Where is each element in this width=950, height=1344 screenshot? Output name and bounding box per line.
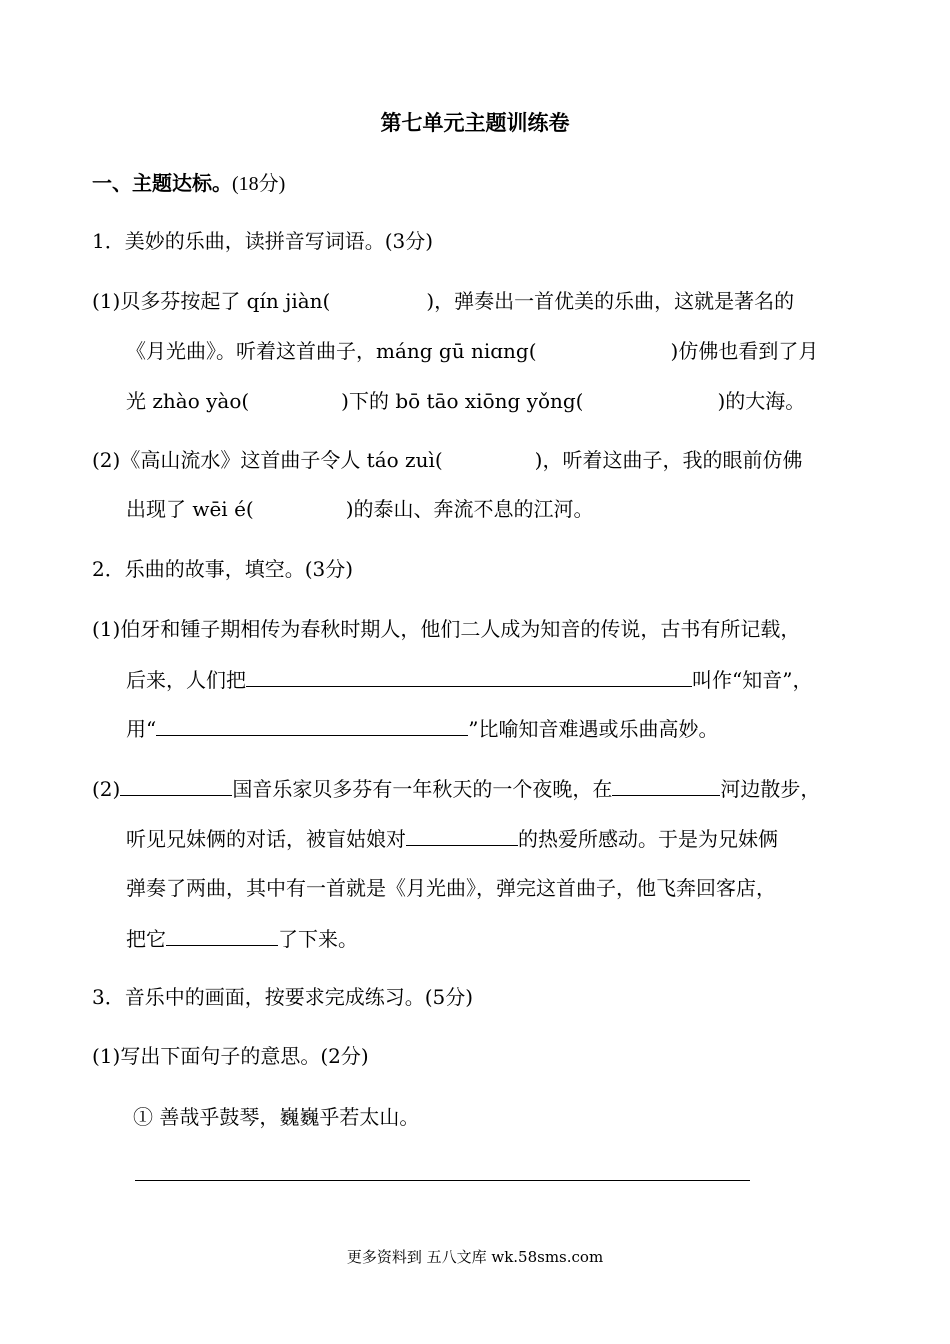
q2-p2-l1c: 河边散步， — [720, 777, 821, 801]
fill-blank[interactable] — [120, 775, 232, 796]
q1-p2-l1b: )，听着这曲子，我的眼前仿佛 — [534, 448, 803, 472]
q2-p1-l2a: 后来，人们把 — [126, 668, 246, 692]
q1-p1-line3 — [126, 388, 805, 414]
q2-p1-line3 — [126, 715, 718, 742]
q1-p1-l2b: )仿佛也看到了月 — [670, 339, 819, 363]
q2-p2-l4b: 了下来。 — [278, 927, 358, 951]
section-points: (18分) — [232, 173, 286, 195]
q1-p1-line2 — [126, 338, 818, 364]
q3-item1: ① 善哉乎鼓琴，巍巍乎若太山。 — [133, 1105, 420, 1129]
question-1-heading: 1．美妙的乐曲，读拼音写词语。(3分) — [92, 229, 434, 253]
q2-p2-line3: 弹奏了两曲，其中有一首就是《月光曲》，弹完这首曲子，他飞奔回客店， — [126, 876, 776, 900]
q1-p2-l2b: )的泰山、奔流不息的江河。 — [345, 497, 594, 521]
q1-p1-l3a: 光 zhào yào( — [126, 389, 250, 413]
fill-blank[interactable] — [246, 666, 692, 687]
q1-p2-line1 — [92, 447, 802, 473]
q2-p2-l4a: 把它 — [126, 927, 166, 951]
fill-blank[interactable] — [612, 775, 720, 796]
footer: 更多资料到 五八文库 wk.58sms.com — [346, 1248, 604, 1266]
q1-p2-l2a: 出现了 wēi é( — [126, 497, 254, 521]
q1-p1-l1b: )，弹奏出一首优美的乐曲，这就是著名的 — [426, 289, 795, 313]
q2-p2-l2b: 的热爱所感动。于是为兄妹俩 — [518, 827, 778, 851]
q1-p2-l1a: (2)《高山流水》这首曲子令人 táo zuì( — [92, 448, 443, 472]
q2-p2-l1b: 国音乐家贝多芬有一年秋天的一个夜晚，在 — [232, 777, 613, 801]
q2-p2-line2 — [126, 825, 778, 852]
page-title: 第七单元主题训练卷 — [380, 111, 570, 135]
answer-line[interactable] — [135, 1180, 750, 1181]
q2-p1-l2b: 叫作“知音”， — [692, 668, 813, 692]
q3-sub1: (1)写出下面句子的意思。(2分) — [92, 1044, 369, 1068]
fill-blank[interactable] — [166, 925, 278, 946]
q1-p1-l1a: (1)贝多芬按起了 qín jiàn( — [92, 289, 331, 313]
question-2-heading: 2．乐曲的故事，填空。(3分) — [92, 557, 354, 581]
fill-blank[interactable] — [406, 825, 518, 846]
section-label: 一、主题达标。 — [92, 171, 232, 195]
q2-p2-l2a: 听见兄妹俩的对话，被盲姑娘对 — [126, 827, 406, 851]
q1-p1-l3b: )下的 bō tāo xiōng yǒng( — [341, 389, 584, 413]
fill-blank[interactable] — [156, 715, 468, 736]
q1-p2-line2 — [126, 496, 594, 522]
q2-p1-line2 — [126, 666, 812, 693]
question-3-heading: 3．音乐中的画面，按要求完成练习。(5分) — [92, 985, 474, 1009]
q2-p2-line4 — [126, 925, 358, 952]
q1-p1-l2a: 《月光曲》。听着这首曲子，máng gū niɑng( — [126, 339, 537, 363]
section-heading — [92, 170, 285, 197]
q2-p2-line1 — [92, 775, 820, 802]
q2-p2-l1a: (2) — [92, 777, 121, 801]
q2-p1-l3b: ”比喻知音难遇或乐曲高妙。 — [468, 717, 719, 741]
q2-p1-l3a: 用“ — [126, 717, 157, 741]
q1-p1-line1 — [92, 288, 794, 314]
q2-p1-line1: (1)伯牙和锺子期相传为春秋时期人，他们二人成为知音的传说，古书有所记载， — [92, 617, 801, 641]
q1-p1-l3c: )的大海。 — [717, 389, 806, 413]
